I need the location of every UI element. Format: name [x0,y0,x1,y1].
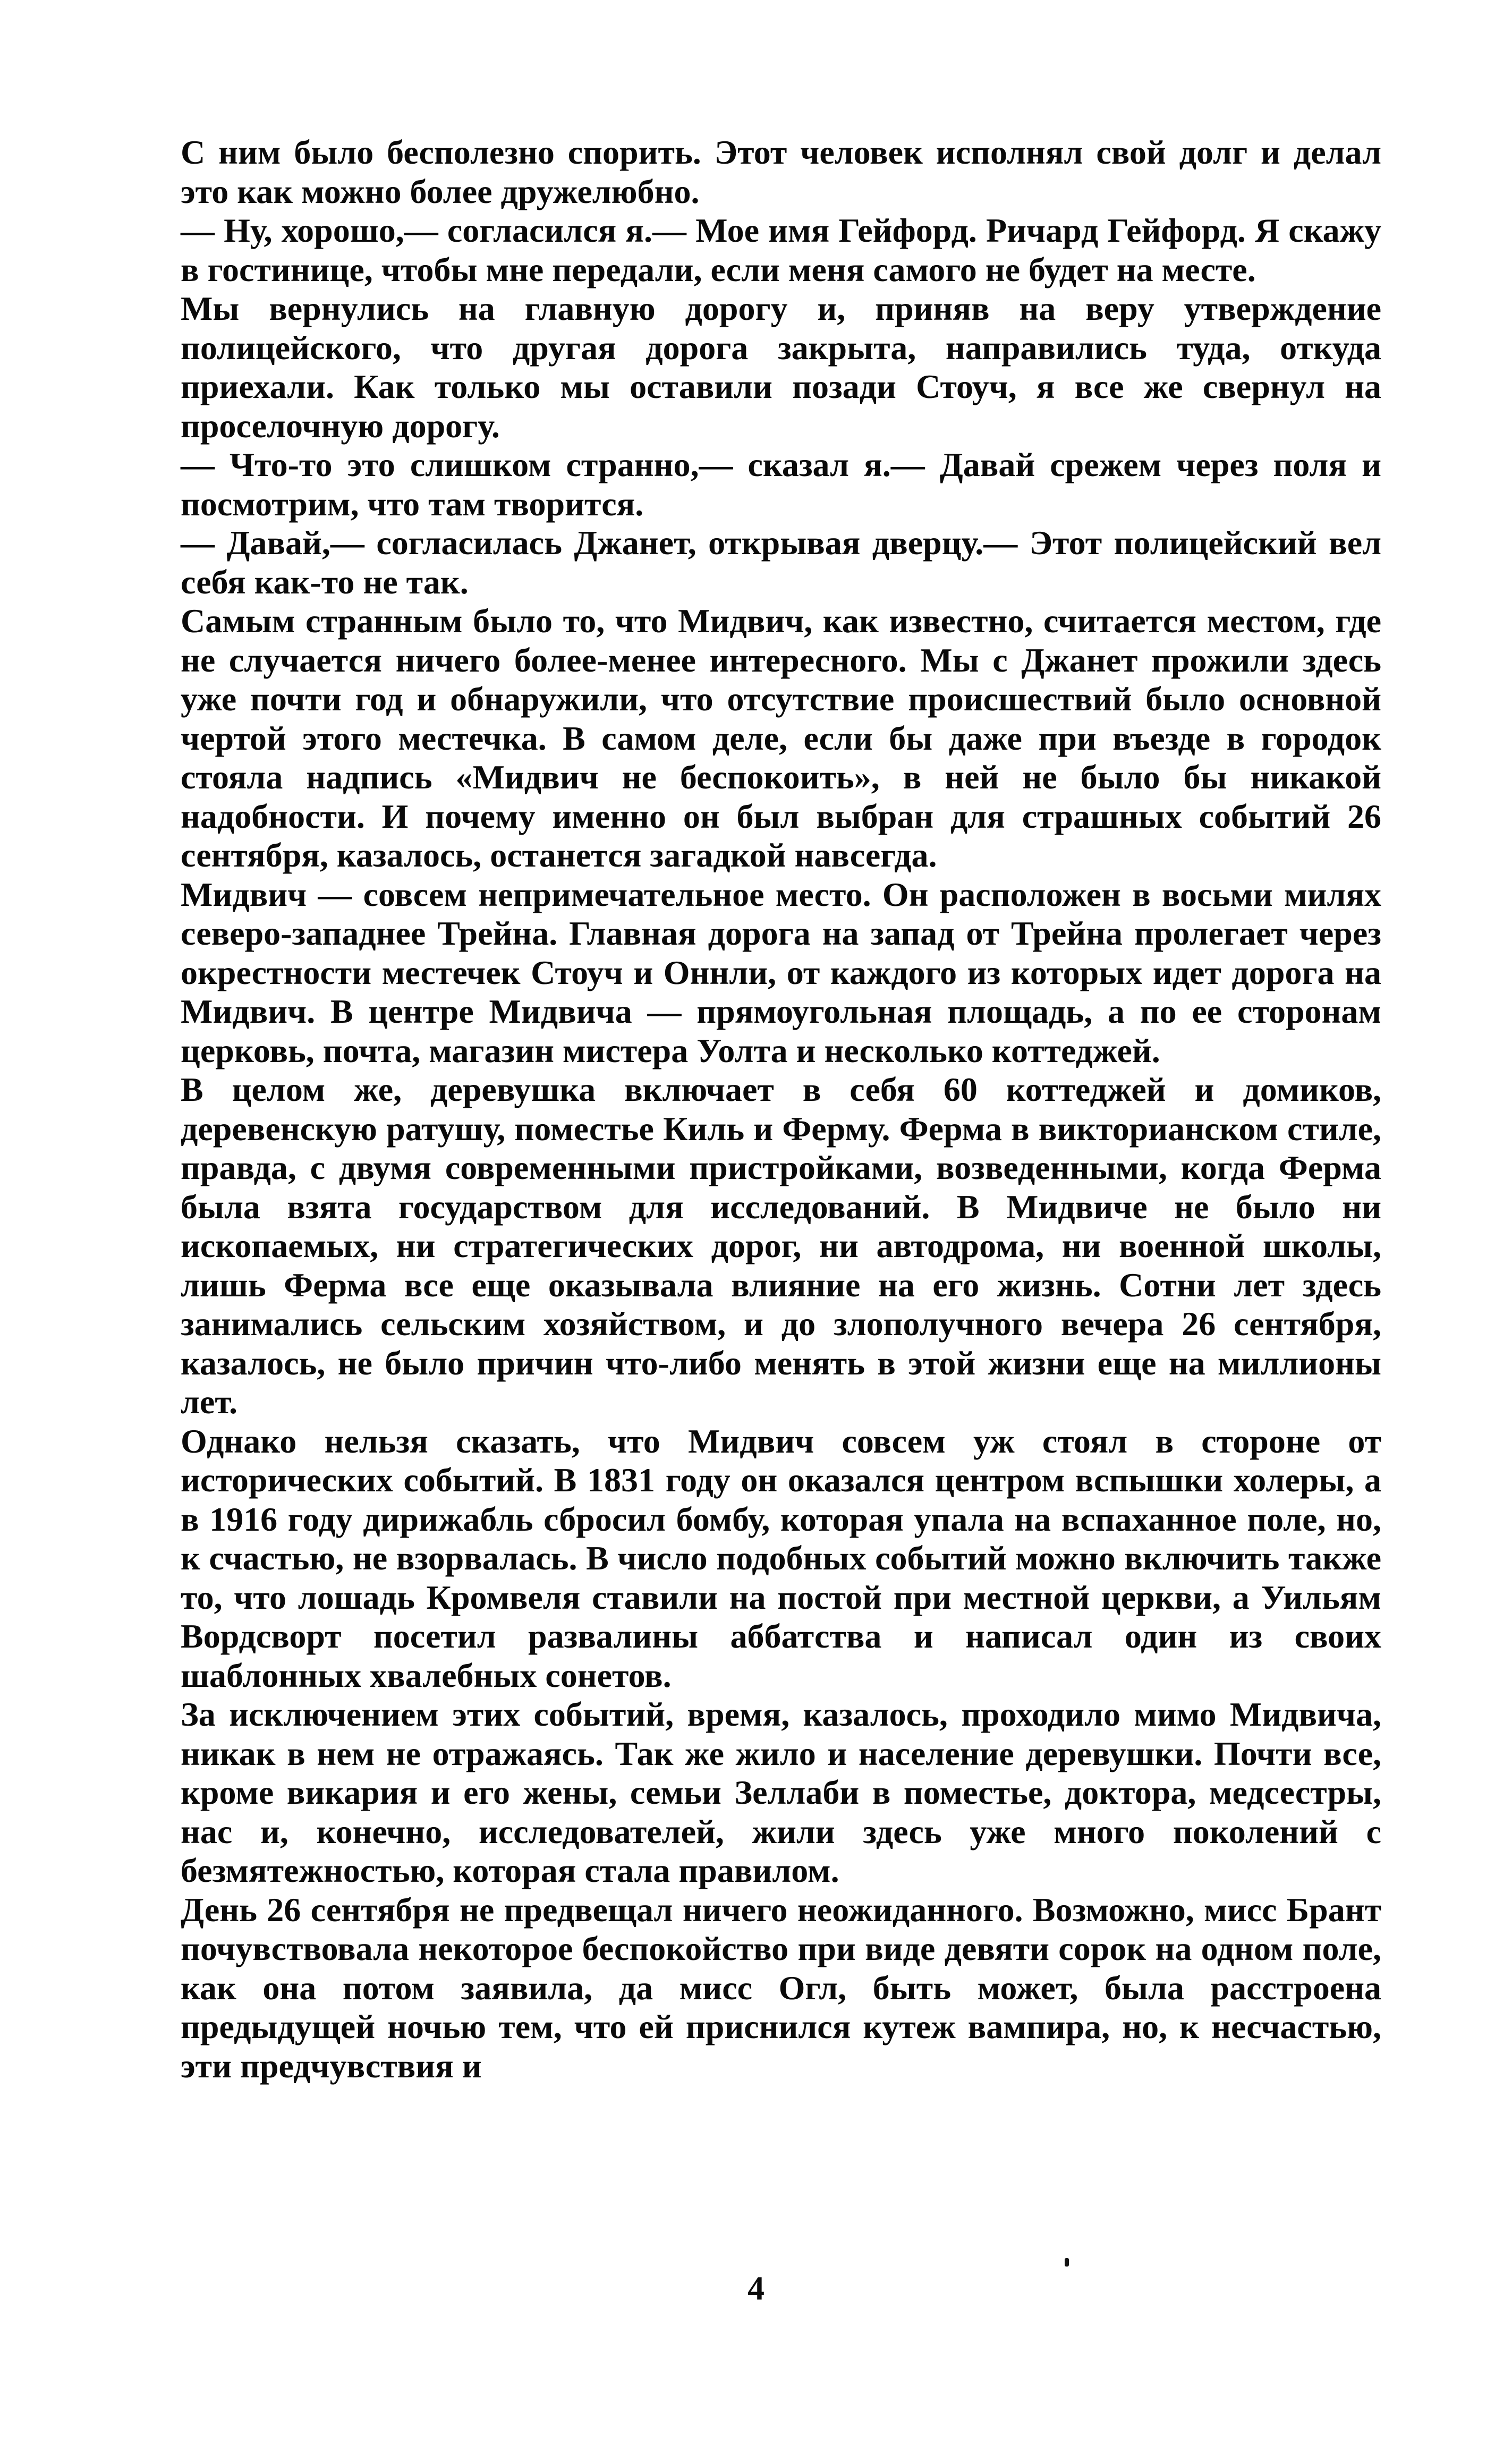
paragraph-4: — Что-то это слишком странно,— сказал я.— Давай срежем через поля и посмотрим, что там творится. [181,446,1381,523]
paragraph-8: В целом же, деревушка включает в себя 60 коттеджей и домиков, деревенскую ратушу, поместье Киль и Ферму. Ферма в викторианском стиле, правда, с двумя современными пристройками, возведенными, когда Ферма была взята государством для исследований. В Мидвиче не было ни ископаемых, ни стратегических дорог, ни автодрома, ни военной школы, лишь Ферма все еще оказывала влияние на его жизнь. Сотни лет здесь занимались сельским хозяйством, и до злополучного вечера 26 сентября, казалось, не было причин что-либо менять в этой жизни еще на миллионы лет. [181,1071,1381,1421]
print-speck [1065,2258,1069,2267]
paragraph-3: Мы вернулись на главную дорогу и, приняв на веру утверждение полицейского, что другая дорога закрыта, направились туда, откуда приехали. Как только мы оставили позади Стоуч, я все же свернул на проселочную дорогу. [181,290,1381,445]
paragraph-5: — Давай,— согласилась Джанет, открывая дверцу.— Этот полицейский вел себя как-то не так. [181,524,1381,601]
paragraph-2: — Ну, хорошо,— согласился я.— Мое имя Гейфорд. Ричард Гейфорд. Я скажу в гостинице, чтобы мне передали, если меня самого не будет на месте. [181,211,1381,288]
body-text [181,133,1381,2085]
paragraph-6: Самым странным было то, что Мидвич, как известно, считается местом, где не случается ничего более-менее интересного. Мы с Джанет прожили здесь уже почти год и обнаружили, что отсутствие происшествий было основной чертой этого местечка. В самом деле, если бы даже при въезде в городок стояла надпись «Мидвич не беспокоить», в ней не было бы никакой надобности. И почему именно он был выбран для страшных событий 26 сентября, казалось, останется загадкой навсегда. [181,602,1381,874]
paragraph-1: С ним было бесполезно спорить. Этот человек исполнял свой долг и делал это как можно более дружелюбно. [181,133,1381,210]
paragraph-9: Однако нельзя сказать, что Мидвич совсем уж стоял в стороне от исторических событий. В 1831 году он оказался центром вспышки холеры, а в 1916 году дирижабль сбросил бомбу, которая упала на вспаханное поле, но, к счастью, не взорвалась. В число подобных событий можно включить также то, что лошадь Кромвеля ставили на постой при местной церкви, а Уильям Вордсворт посетил развалины аббатства и написал один из своих шаблонных хвалебных сонетов. [181,1422,1381,1694]
paragraph-11: День 26 сентября не предвещал ничего неожиданного. Возможно, мисс Брант почувствовала некоторое беспокойство при виде девяти сорок на одном поле, как она потом заявила, да мисс Огл, быть может, была расстроена предыдущей ночью тем, что ей приснился кутеж вампира, но, к несчастью, эти предчувствия и [181,1890,1381,2085]
paragraph-10: За исключением этих событий, время, казалось, проходило мимо Мидвича, никак в нем не отражаясь. Так же жило и население деревушки. Почти все, кроме викария и его жены, семьи Зеллаби в поместье, доктора, медсестры, нас и, конечно, исследователей, жили здесь уже много поколений с безмятежностью, которая стала правилом. [181,1695,1381,1889]
paragraph-7: Мидвич — совсем непримечательное место. Он расположен в восьми милях северо-западнее Трейна. Главная дорога на запад от Трейна пролегает через окрестности местечек Стоуч и Оннли, от каждого из которых идет дорога на Мидвич. В центре Мидвича — прямоугольная площадь, а по ее сторонам церковь, почта, магазин мистера Уолта и несколько коттеджей. [181,875,1381,1070]
page-number: 4 [747,2269,765,2307]
